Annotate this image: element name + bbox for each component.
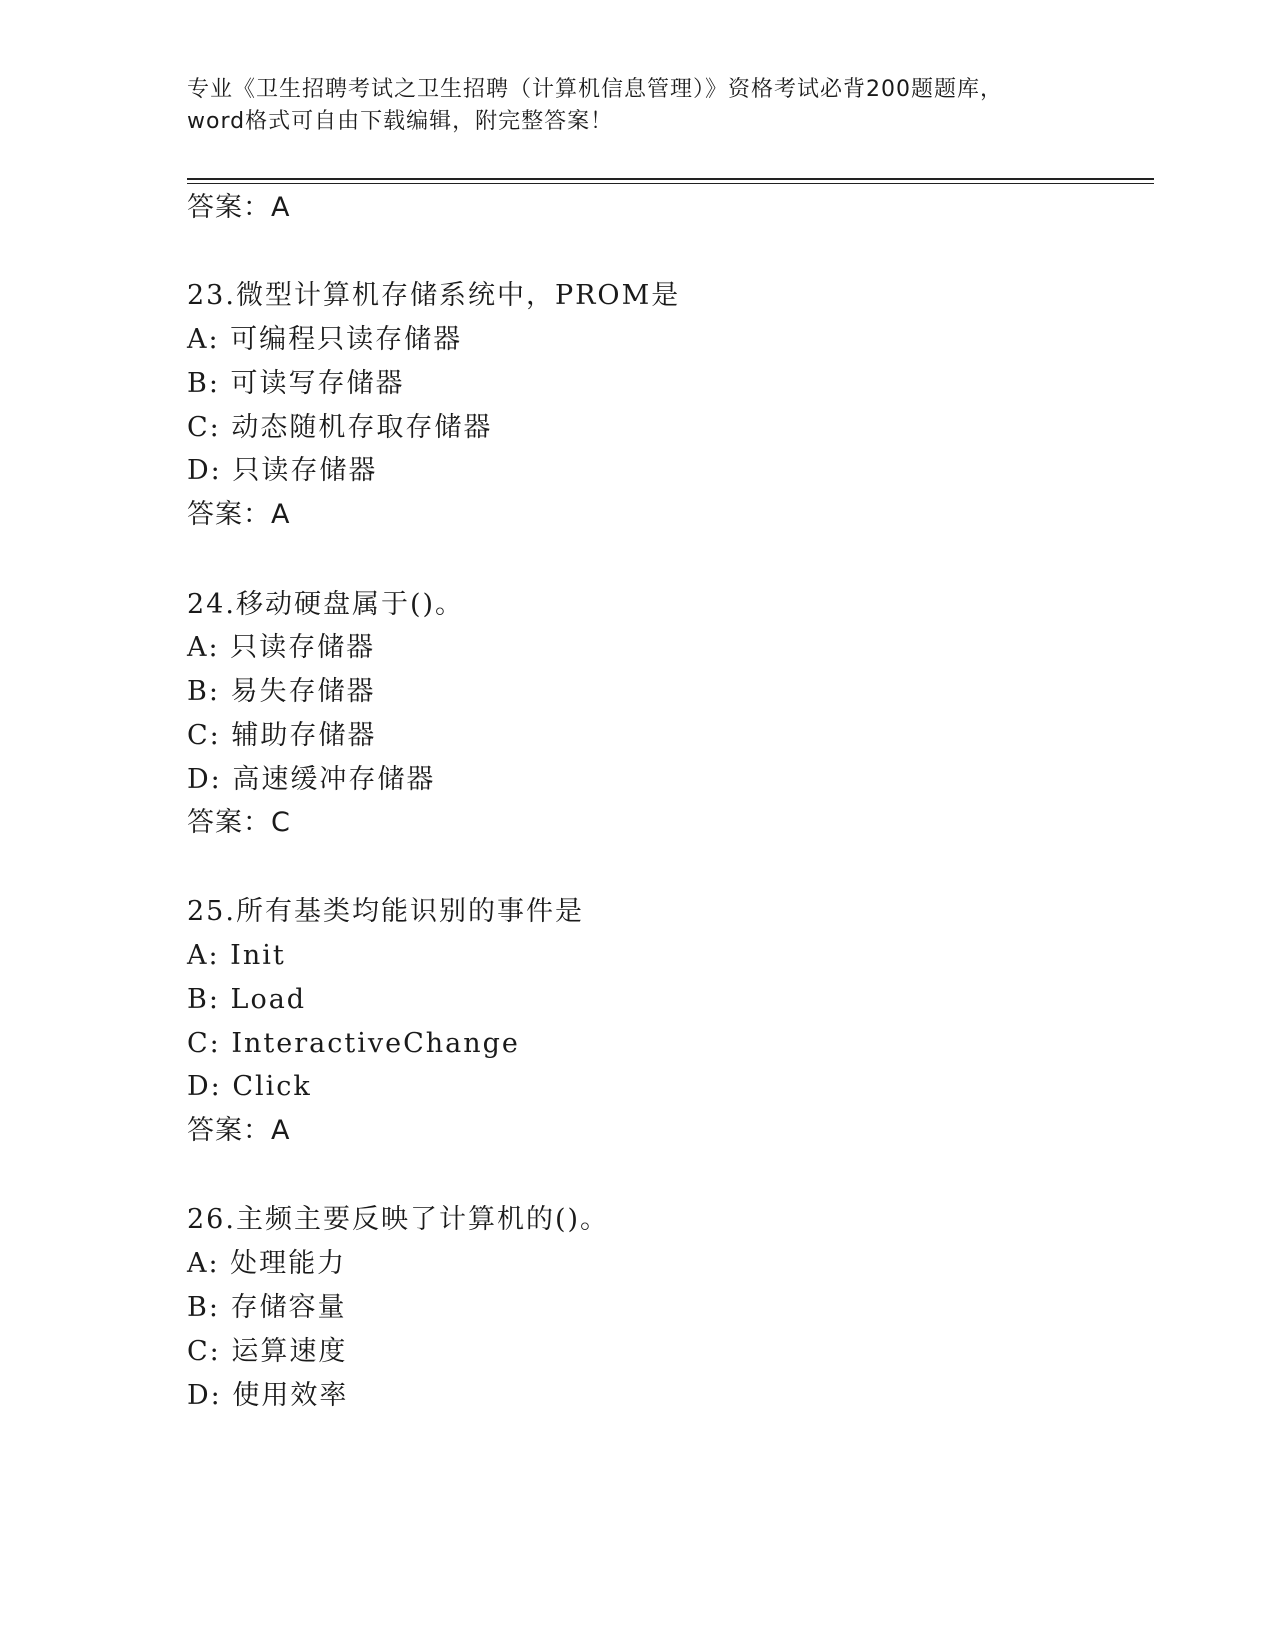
question-stem: 24.移动硬盘属于()。 — [187, 589, 465, 620]
document-header — [187, 74, 1087, 138]
option-b: B: Load — [187, 984, 307, 1015]
header-divider-thick — [187, 178, 1154, 180]
header-line-1: 专业《卫生招聘考试之卫生招聘（计算机信息管理）》资格考试必背200题题库， — [187, 77, 1003, 102]
option-a: A: 只读存储器 — [187, 632, 376, 663]
header-line-2: word格式可自由下载编辑，附完整答案！ — [187, 109, 614, 134]
question-stem: 25.所有基类均能识别的事件是 — [187, 896, 584, 927]
option-c: C: 辅助存储器 — [187, 720, 377, 751]
option-b: B: 存储容量 — [187, 1292, 347, 1323]
option-c: C: 动态随机存取存储器 — [187, 412, 493, 443]
option-d: D: Click — [187, 1071, 312, 1102]
option-d: D: 高速缓冲存储器 — [187, 764, 436, 795]
option-b: B: 易失存储器 — [187, 676, 376, 707]
answer-line: 答案：A — [187, 1115, 291, 1146]
option-b: B: 可读写存储器 — [187, 368, 405, 399]
answer-line: 答案：A — [187, 192, 291, 223]
header-divider-thin — [187, 183, 1154, 184]
option-c: C: InteractiveChange — [187, 1028, 520, 1059]
question-stem: 23.微型计算机存储系统中，PROM是 — [187, 280, 681, 311]
option-a: A: Init — [187, 940, 286, 971]
answer-line: 答案：C — [187, 807, 291, 838]
option-d: D: 只读存储器 — [187, 455, 378, 486]
answer-line: 答案：A — [187, 499, 291, 530]
option-d: D: 使用效率 — [187, 1380, 349, 1411]
option-a: A: 处理能力 — [187, 1248, 347, 1279]
option-a: A: 可编程只读存储器 — [187, 324, 463, 355]
option-c: C: 运算速度 — [187, 1336, 348, 1367]
question-stem: 26.主频主要反映了计算机的()。 — [187, 1204, 610, 1235]
